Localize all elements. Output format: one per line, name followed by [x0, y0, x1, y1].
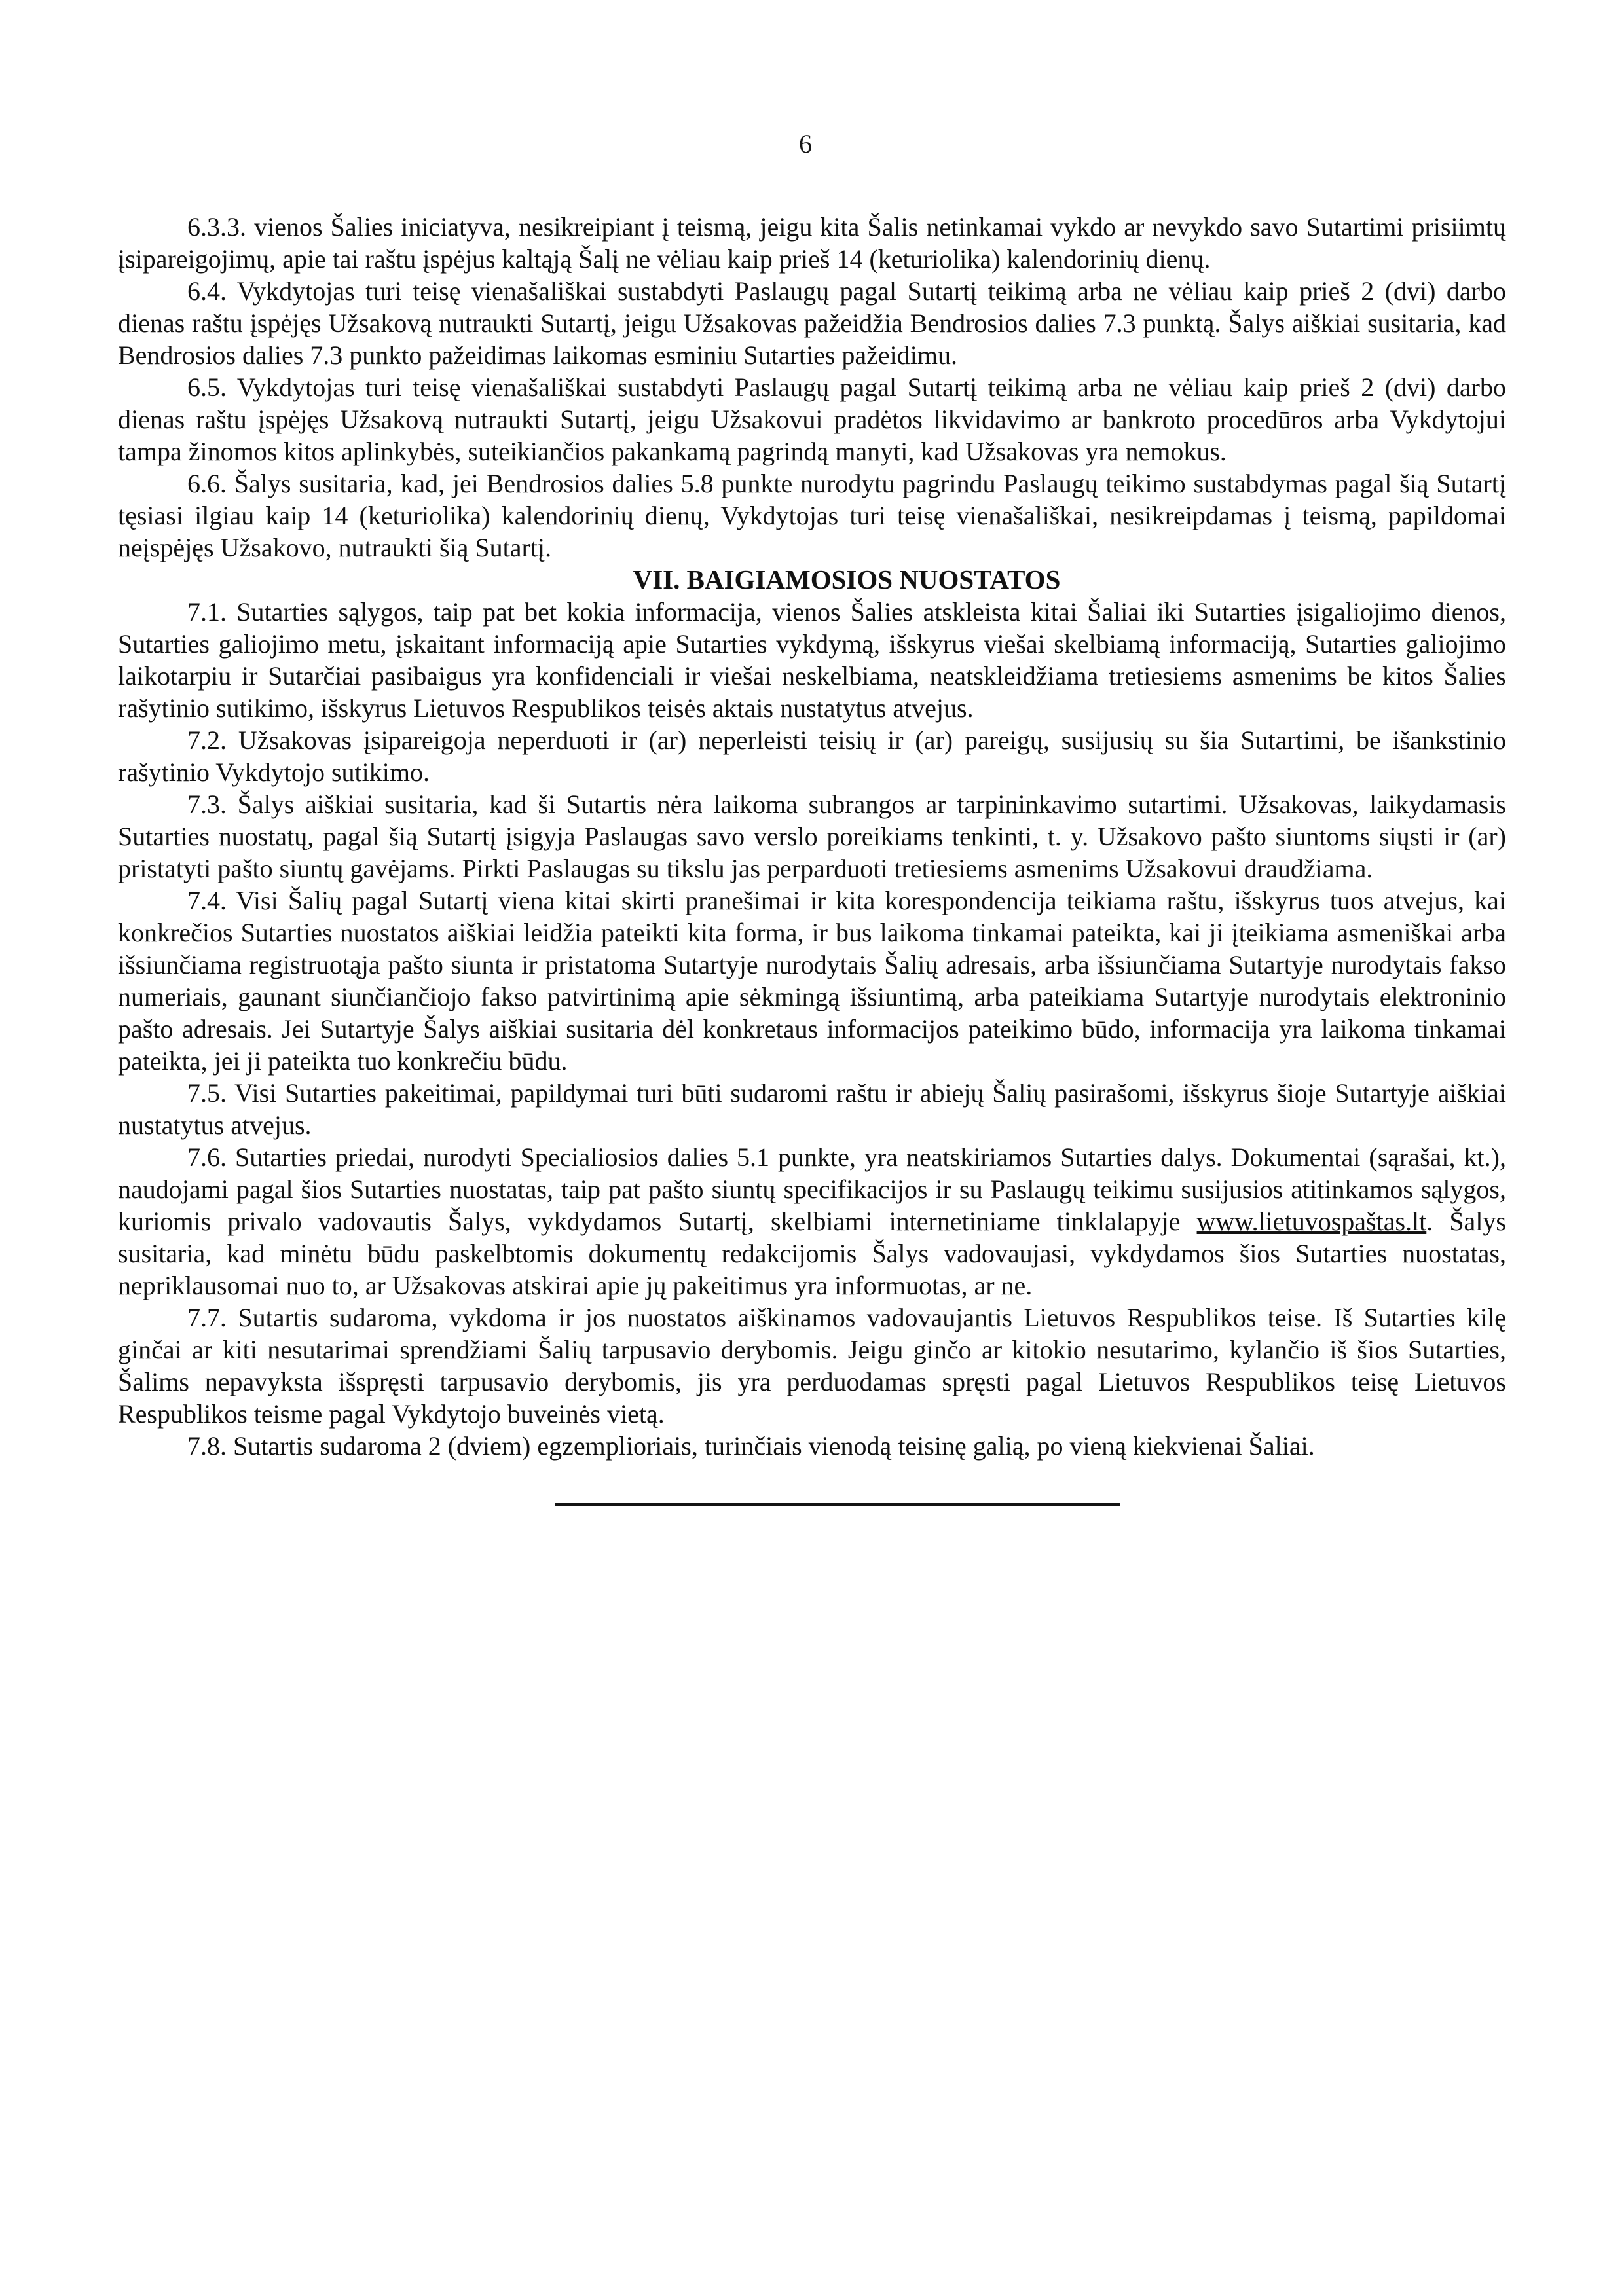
- paragraph-7-6-text-after: . Šalys susitaria, kad minėtu būdu paskelbtomis dokumentų redakcijomis Šalys vadovaujasi, vykdydamos šios Sutarties nuostatas, nepriklausomai nuo to, ar Užsakovas atskirai apie jų pakeitimus yra informuotas, ar ne.: [118, 1207, 1506, 1300]
- paragraph-7-4: 7.4. Visi Šalių pagal Sutartį viena kitai skirti pranešimai ir kita korespondencija teikiama raštu, išskyrus tuos atvejus, kai konkrečios Sutarties nuostatos aiškiai leidžia pateikti kita forma, ir bus laikoma tinkamai pateikta, kai ji įteikiama asmeniškai arba išsiunčiama registruotąja pašto siunta ir pristatoma Sutartyje nurodytais Šalių adresais, arba išsiunčiama Sutartyje nurodytais fakso numeriais, gaunant siunčiančiojo fakso patvirtinimą apie sėkmingą išsiuntimą, arba pateikiama Sutartyje nurodytais elektroninio pašto adresais. Jei Sutartyje Šalys aiškiai susitaria dėl konkretaus informacijos pateikimo būdo, informacija yra laikoma tinkamai pateikta, jei ji pateikta tuo konkrečiu būdu.: [118, 886, 1506, 1076]
- website-url-text: www.lietuvospaštas.lt: [1196, 1207, 1427, 1236]
- paragraph-7-8: 7.8. Sutartis sudaroma 2 (dviem) egzemplioriais, turinčiais vienodą teisinę galią, po vieną kiekvienai Šaliai.: [187, 1431, 1315, 1461]
- paragraph-7-6-text-before: 7.6. Sutarties priedai, nurodyti Specialiosios dalies 5.1 punkte, yra neatskiriamos Sutarties dalys. Dokumentai (sąrašai, kt.), naudojami pagal šios Sutarties nuostatas, taip pat pašto siuntų specifikacijos ir su Paslaugų teikimu susijusios atitinkamos sąlygos, kuriomis privalo vadovautis Šalys, vykdydamos Sutartį, skelbiami internetiniame tinklalapyje: [118, 1142, 1506, 1236]
- signature-divider-line: [555, 1503, 1120, 1506]
- paragraph-7-6: [118, 1141, 1506, 1302]
- paragraph-6-3-3: 6.3.3. vienos Šalies iniciatyva, nesikreipiant į teismą, jeigu kita Šalis netinkamai vykdo ar nevykdo savo Sutartimi prisiimtų įsipareigojimų, apie tai raštu įspėjus kaltąją Šalį ne vėliau kaip prieš 14 (keturiolika) kalendorinių dienų.: [118, 212, 1506, 274]
- paragraph-7-3: 7.3. Šalys aiškiai susitaria, kad ši Sutartis nėra laikoma subrangos ar tarpininkavimo sutartimi. Užsakovas, laikydamasis Sutarties nuostatų, pagal šią Sutartį įsigyja Paslaugas savo verslo poreikiams tenkinti, t. y. Užsakovo pašto siuntoms siųsti ir (ar) pristatyti pašto siuntų gavėjams. Pirkti Paslaugas su tikslu jas perparduoti tretiesiems asmenims Užsakovui draudžiama.: [118, 790, 1506, 883]
- page-number: 6: [799, 129, 812, 158]
- paragraph-6-6: 6.6. Šalys susitaria, kad, jei Bendrosios dalies 5.8 punkte nurodytu pagrindu Paslaugų teikimo sustabdymas pagal šią Sutartį tęsiasi ilgiau kaip 14 (keturiolika) kalendorinių dienų, Vykdytojas turi teisę vienašališkai, nesikreipdamas į teismą, papildomai neįspėjęs Užsakovo, nutraukti šią Sutartį.: [118, 469, 1506, 562]
- paragraph-6-5: 6.5. Vykdytojas turi teisę vienašališkai sustabdyti Paslaugų pagal Sutartį teikimą arba ne vėliau kaip prieš 2 (dvi) darbo dienas raštu įspėjęs Užsakovą nutraukti Sutartį, jeigu Užsakovui pradėtos likvidavimo ar bankroto procedūros arba Vykdytojui tampa žinomos kitos aplinkybės, suteikiančios pakankamą pagrindą manyti, kad Užsakovas yra nemokus.: [118, 373, 1506, 466]
- paragraph-7-2: 7.2. Užsakovas įsipareigoja neperduoti ir (ar) neperleisti teisių ir (ar) pareigų, susijusių su šia Sutartimi, be išankstinio rašytinio Vykdytojo sutikimo.: [118, 725, 1506, 787]
- paragraph-7-1: 7.1. Sutarties sąlygos, taip pat bet kokia informacija, vienos Šalies atskleista kitai Šaliai iki Sutarties įsigaliojimo dienos, Sutarties galiojimo metu, įskaitant informaciją apie Sutarties vykdymą, išskyrus viešai skelbiamą informaciją, Sutarties galiojimo laikotarpiu ir Sutarčiai pasibaigus yra konfidenciali ir viešai neskelbiama, neatskleidžiama tretiesiems asmenims be kitos Šalies rašytinio sutikimo, išskyrus Lietuvos Respublikos teisės aktais nustatytus atvejus.: [118, 597, 1506, 723]
- contract-text-body: [118, 211, 1506, 1506]
- section-heading-vii: VII. BAIGIAMOSIOS NUOSTATOS: [633, 564, 1061, 594]
- paragraph-7-7: 7.7. Sutartis sudaroma, vykdoma ir jos nuostatos aiškinamos vadovaujantis Lietuvos Respublikos teise. Iš Sutarties kilę ginčai ar kiti nesutarimai sprendžiami Šalių tarpusavio derybomis. Jeigu ginčo ar kitokio nesutarimo, kylančio iš šios Sutarties, Šalims nepavyksta išspręsti tarpusavio derybomis, jis yra perduodamas spręsti pagal Lietuvos Respublikos teisę Lietuvos Respublikos teisme pagal Vykdytojo buveinės vietą.: [118, 1303, 1506, 1429]
- paragraph-6-4: 6.4. Vykdytojas turi teisę vienašališkai sustabdyti Paslaugų pagal Sutartį teikimą arba ne vėliau kaip prieš 2 (dvi) darbo dienas raštu įspėjęs Užsakovą nutraukti Sutartį, jeigu Užsakovas pažeidžia Bendrosios dalies 7.3 punktą. Šalys aiškiai susitaria, kad Bendrosios dalies 7.3 punkto pažeidimas laikomas esminiu Sutarties pažeidimu.: [118, 276, 1506, 370]
- paragraph-7-5: 7.5. Visi Sutarties pakeitimai, papildymai turi būti sudaromi raštu ir abiejų Šalių pasirašomi, išskyrus šioje Sutartyje aiškiai nustatytus atvejus.: [118, 1078, 1506, 1140]
